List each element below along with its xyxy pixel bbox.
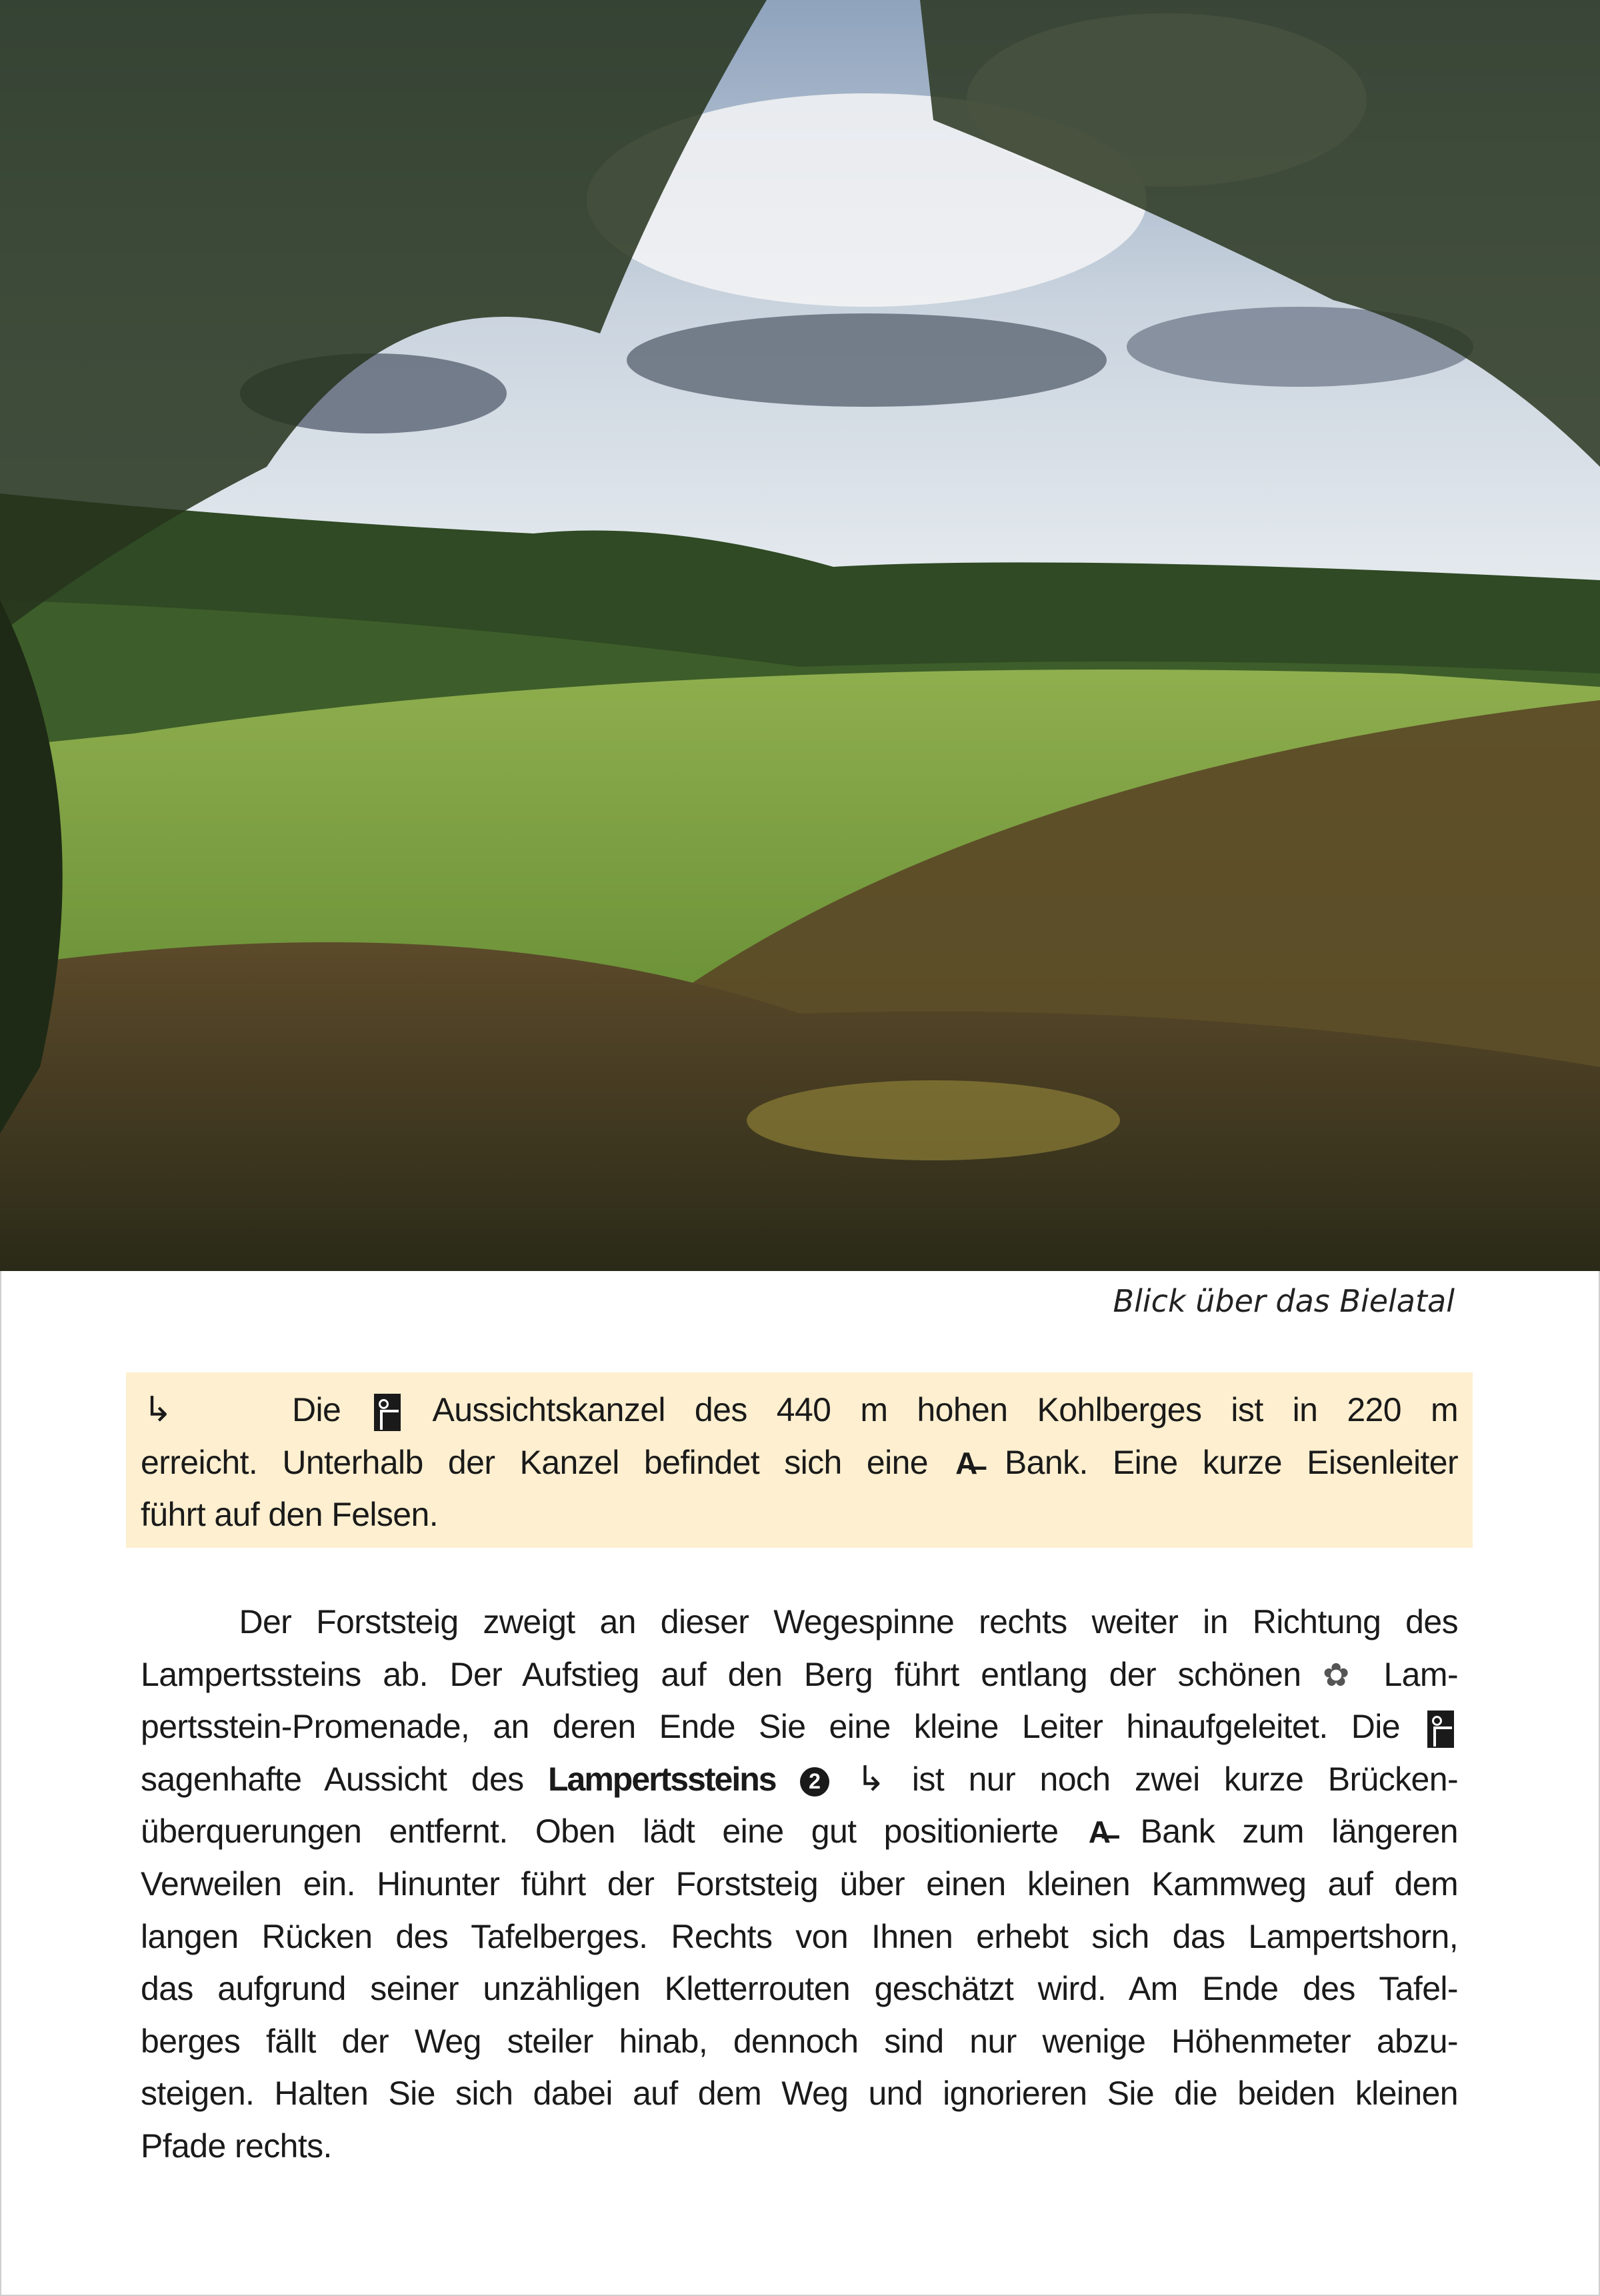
- text-run: Die: [174, 1391, 371, 1428]
- text-line: [141, 1911, 1458, 1963]
- text-run: Bank zum längeren: [1113, 1813, 1458, 1851]
- viewpoint-icon: [1427, 1710, 1454, 1748]
- bench-icon: A̶: [955, 1445, 977, 1480]
- text-line: [141, 1436, 1458, 1489]
- text-line: [141, 1805, 1458, 1858]
- text-run: führt auf den Felsen.: [141, 1496, 439, 1534]
- text-run: Der Forststeig zweigt an dieser Wegespinne rechts weiter in Richtung des: [141, 1603, 1458, 1640]
- text-line: [141, 1753, 1458, 1806]
- text-run: Lampertssteins ab. Der Aufstieg auf den Berg führt entlang der schönen: [141, 1655, 1323, 1693]
- viewpoint-icon: [374, 1394, 401, 1431]
- text-line: [141, 1963, 1458, 2015]
- text-line: [141, 1858, 1458, 1911]
- text-run: [776, 1761, 800, 1798]
- text-line: [141, 1700, 1458, 1753]
- text-line: [141, 1596, 1458, 1648]
- text-run: sagenhafte Aussicht des: [141, 1760, 548, 1798]
- waypoint-number-icon: 2: [800, 1767, 829, 1797]
- text-line: [141, 2120, 1458, 2173]
- route-note-text: [141, 1384, 1458, 1541]
- text-run: steigen. Halten Sie sich dabei auf dem Weg und ignorieren Sie die beiden kleinen: [141, 2075, 1458, 2113]
- flower-icon: ✿: [1323, 1657, 1362, 1693]
- text-run: Aussichtskanzel des 440 m hohen Kohlberges ist in 220 m: [405, 1391, 1458, 1428]
- text-run: überquerungen entfernt. Oben lädt eine gut positionierte: [141, 1813, 1086, 1851]
- text-run: Pfade rechts.: [141, 2127, 332, 2165]
- text-line: [141, 2015, 1458, 2068]
- body-paragraph: [141, 1596, 1458, 2173]
- text-run: Verweilen ein. Hinunter führt der Forststeig über einen kleinen Kammweg auf dem: [141, 1865, 1458, 1903]
- photo-caption: Blick über das Bielatal: [1113, 1283, 1455, 1319]
- text-run: berges fällt der Weg steiler hinab, dennoch sind nur wenige Höhenmeter abzu-: [141, 2022, 1458, 2060]
- bench-icon: A̶: [1088, 1815, 1111, 1850]
- text-line: [141, 2067, 1458, 2120]
- place-name: Lampertssteins: [548, 1760, 776, 1798]
- route-arrow-icon: ↳: [143, 1390, 172, 1429]
- text-run: pertsstein-Promenade, an deren Ende Sie eine kleine Leiter hinaufgeleitet. Die: [141, 1708, 1423, 1746]
- text-line: [141, 1648, 1458, 1701]
- text-line: [141, 1488, 1458, 1541]
- text-line: [141, 1384, 1458, 1436]
- text-run: Lam-: [1361, 1655, 1458, 1693]
- text-run: erreicht. Unterhalb der Kanzel befindet sich eine: [141, 1443, 953, 1481]
- text-run: [829, 1761, 853, 1798]
- text-run: langen Rücken des Tafelberges. Rechts von Ihnen erhebt sich das Lampertshorn,: [141, 1917, 1458, 1955]
- text-run: ist nur noch zwei kurze Brücken-: [887, 1760, 1458, 1798]
- text-run: Bank. Eine kurze Eisenleiter: [979, 1443, 1458, 1481]
- route-arrow-icon: ↳: [856, 1759, 885, 1799]
- text-run: das aufgrund seiner unzähligen Kletterrouten geschätzt wird. Am Ende des Tafel-: [141, 1970, 1458, 2008]
